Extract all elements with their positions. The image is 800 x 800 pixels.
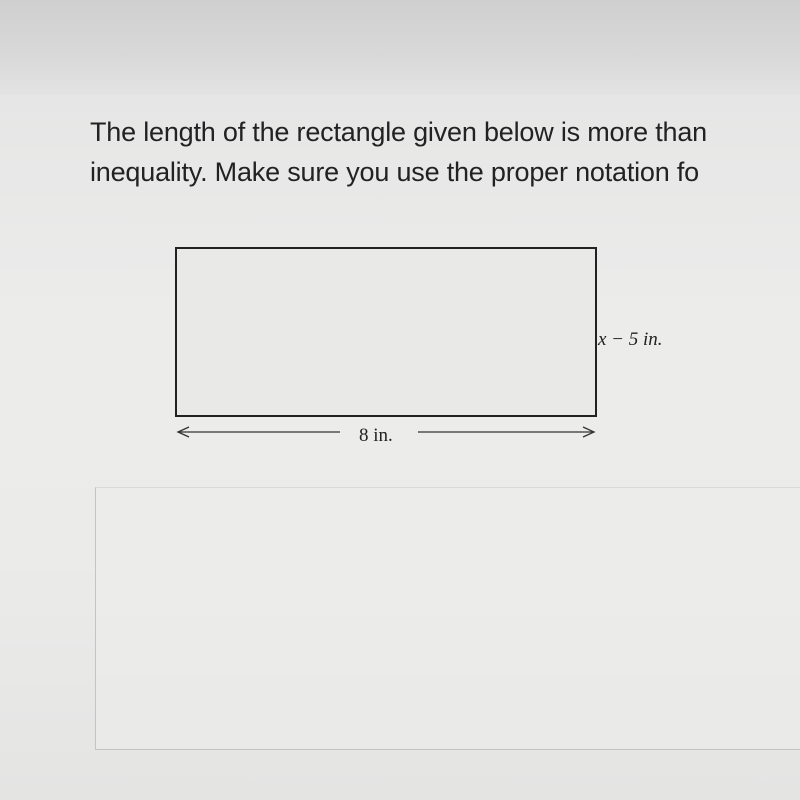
rectangle-shape [176, 248, 596, 416]
question-line-1: The length of the rectangle given below is more than [90, 117, 707, 147]
question-line-2: inequality. Make sure you use the proper notation fo [90, 157, 699, 187]
side-length-label: x − 5 in. [598, 329, 663, 350]
width-label: 8 in. [359, 425, 393, 446]
answer-input-area[interactable] [95, 487, 800, 750]
